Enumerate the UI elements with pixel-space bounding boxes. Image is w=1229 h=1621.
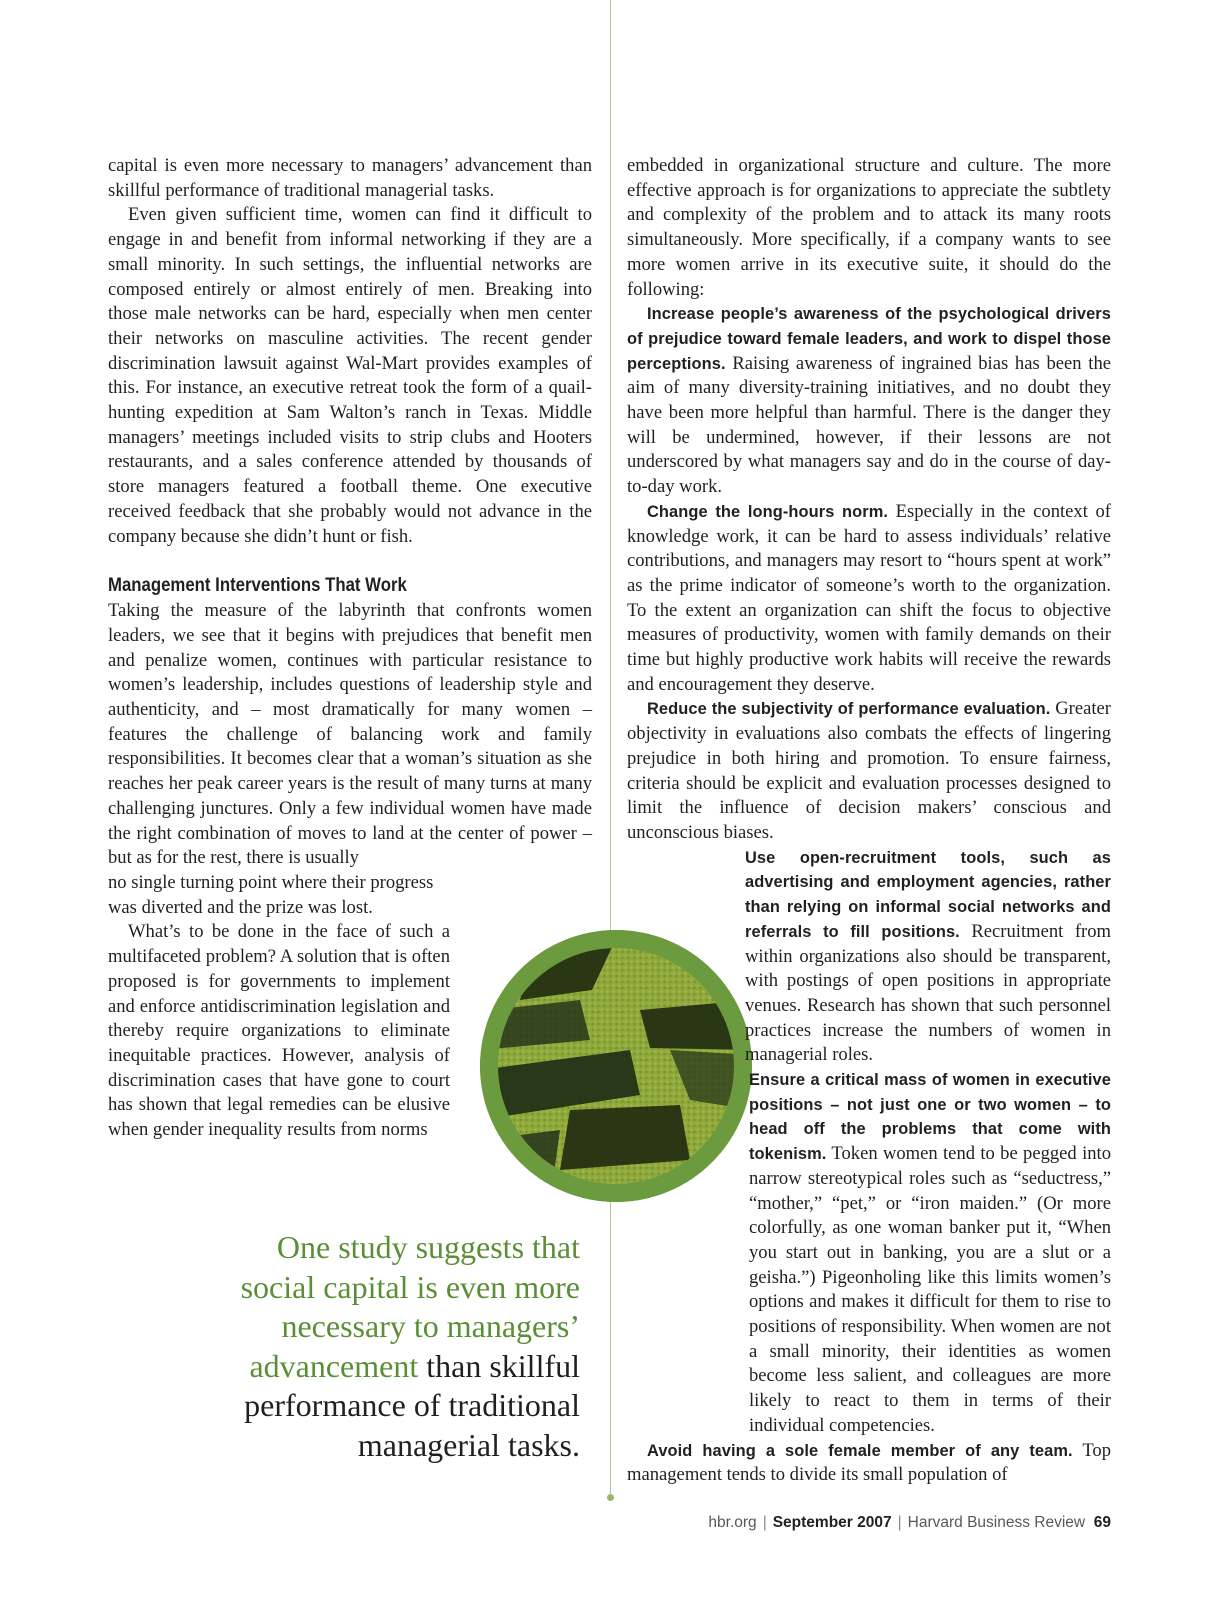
recommendation-3 bbox=[627, 697, 1111, 845]
column-divider bbox=[610, 0, 611, 1496]
recommendation-5-body: Token women tend to be pegged into narrow stereotypical roles such as “seductress,” “mother,” “pet,” or “iron maiden.” (Or more colorfully, as one woman banker put it, “When you start out in banking, you are a slut or a geisha.”) Pigeonholing like this limits women’s options and makes it difficult for them to rise to positions of responsibility. When women are not a small minority, their identities as women become less salient, and colleagues are more likely to react to them in terms of their individual competencies. bbox=[749, 1143, 1111, 1436]
page-number: 69 bbox=[1093, 1514, 1111, 1531]
pull-quote-line-6: managerial tasks. bbox=[357, 1426, 580, 1463]
recommendation-3-lead: Reduce the subjectivity of performance evaluation. bbox=[647, 700, 1051, 719]
footer-issue: September 2007 bbox=[772, 1514, 892, 1531]
footer-site: hbr.org bbox=[708, 1514, 757, 1531]
recommendation-1-lead: Increase people’s awareness of the psychological drivers of prejudice toward female leaders, and work to dispel those perceptions. bbox=[627, 305, 1111, 373]
footer-publication: Harvard Business Review bbox=[907, 1514, 1086, 1531]
left-paragraph-3-end: no single turning point where their progress was diverted and the prize was lost. bbox=[108, 871, 434, 918]
column-divider-dot bbox=[607, 1494, 614, 1501]
left-paragraph-3: Taking the measure of the labyrinth that confronts women leaders, we see that it begins with prejudices that benefit men and penalize women, continues with particular resistance to women’s leadership, includes questions of leadership style and authenticity, and – most dramatically for many women – features the challenge of balancing work and family responsibilities. It becomes clear that a woman’s situation as she reaches her peak career years is the result of many turns at many challenging junctures. Only a few individual women have made the right combination of moves to land at the center of power – but as for the rest, there is usually bbox=[108, 600, 592, 869]
pull-quote-green-word: advancement bbox=[249, 1347, 419, 1384]
pull-quote-line-4 bbox=[160, 1347, 580, 1387]
left-paragraph-4: What’s to be done in the face of such a multifaceted problem? A solution that is often proposed is for governments to implement and enforce antidiscrimination legislation and thereby require organizations to eliminate inequitable practices. However, analysis of discrimination cases that have gone to court has shown that legal remedies can be elusive when gender inequality results from norms bbox=[108, 921, 450, 1141]
recommendation-1 bbox=[627, 302, 1111, 500]
recommendation-5 bbox=[749, 1068, 1111, 1439]
pull-quote-line-2: social capital is even more bbox=[240, 1268, 580, 1305]
recommendation-6-lead: Avoid having a sole female member of any team. bbox=[647, 1441, 1073, 1460]
recommendation-4 bbox=[745, 846, 1111, 1068]
recommendation-2 bbox=[627, 500, 1111, 698]
right-paragraph-1: embedded in organizational structure and culture. The more effective approach is for organizations to appreciate the subtlety and complexity of the problem and to attack its many roots simultaneously. More specifically, if a company wants to see more women arrive in its executive suite, it should do the following: bbox=[627, 155, 1111, 300]
recommendation-2-lead: Change the long-hours norm. bbox=[647, 502, 889, 521]
recommendation-4-lead: Use open-recruitment tools, such as advertising and employment agencies, rather than relying on informal social networks and referrals to fill positions. bbox=[745, 848, 1111, 941]
pull-quote-black-tail: than skillful bbox=[418, 1347, 580, 1384]
pull-quote bbox=[160, 1228, 580, 1465]
left-paragraph-1: capital is even more necessary to managers’ advancement than skillful performance of traditional managerial tasks. bbox=[108, 155, 592, 201]
pull-quote-line-1: One study suggests that bbox=[276, 1229, 580, 1265]
right-column bbox=[627, 154, 1111, 1488]
recommendation-2-body: Especially in the context of knowledge work, it can be hard to assess individuals’ relative contributions, and managers may resort to “hours spent at work” as the prime indicator of someone’s worth to the organization. To the extent an organization can shift the focus to objective measures of productivity, women with family demands on their time but highly productive work habits will receive the rewards and encouragement they deserve. bbox=[627, 500, 1111, 695]
recommendation-6-body: Top management tends to divide its small population of bbox=[627, 1439, 1111, 1486]
page-footer: hbr.org | September 2007 | Harvard Business Review 69 bbox=[708, 1514, 1111, 1531]
recommendation-1-body: Raising awareness of ingrained bias has been the aim of many diversity-training initiatives, and no doubt they have been more helpful than harmful. There is the danger they will be undermined, however, if their lessons are not underscored by what managers say and do in the course of day-to-day work. bbox=[627, 352, 1111, 498]
left-paragraph-2: Even given sufficient time, women can find it difficult to engage in and benefit from informal networking if they are a small minority. In such settings, the influential networks are composed entirely or almost entirely of men. Breaking into those male networks can be hard, especially when men center their networks on masculine activities. The recent gender discrimination lawsuit against Wal-Mart provides examples of this. For instance, an executive retreat took the form of a quail-hunting expedition at Sam Walton’s ranch in Texas. Middle managers’ meetings included visits to strip clubs and Hooters restaurants, and a sales conference attended by thousands of store managers featured a football theme. One executive received feedback that she probably would not advance in the company because she didn’t hunt or fish. bbox=[108, 204, 592, 547]
pull-quote-line-3: necessary to managers’ bbox=[281, 1308, 580, 1344]
section-heading: Management Interventions That Work bbox=[108, 574, 407, 597]
pull-quote-line-5: performance of traditional bbox=[244, 1387, 580, 1423]
recommendation-4-body: Recruitment from within organizations also should be transparent, with postings of open positions in appropriate venues. Research has shown that such personnel practices increase the numbers of women in managerial roles. bbox=[745, 920, 1111, 1066]
recommendation-5-lead: Ensure a critical mass of women in executive positions – not just one or two women – to head off the problems that come with tokenism. bbox=[749, 1071, 1111, 1164]
recommendation-3-body: Greater objectivity in evaluations also combats the effects of lingering prejudice in both hiring and promotion. To ensure fairness, criteria should be explicit and evaluation processes designed to limit the influence of decision makers’ conscious and unconscious biases. bbox=[627, 698, 1111, 843]
recommendation-6 bbox=[627, 1439, 1111, 1488]
